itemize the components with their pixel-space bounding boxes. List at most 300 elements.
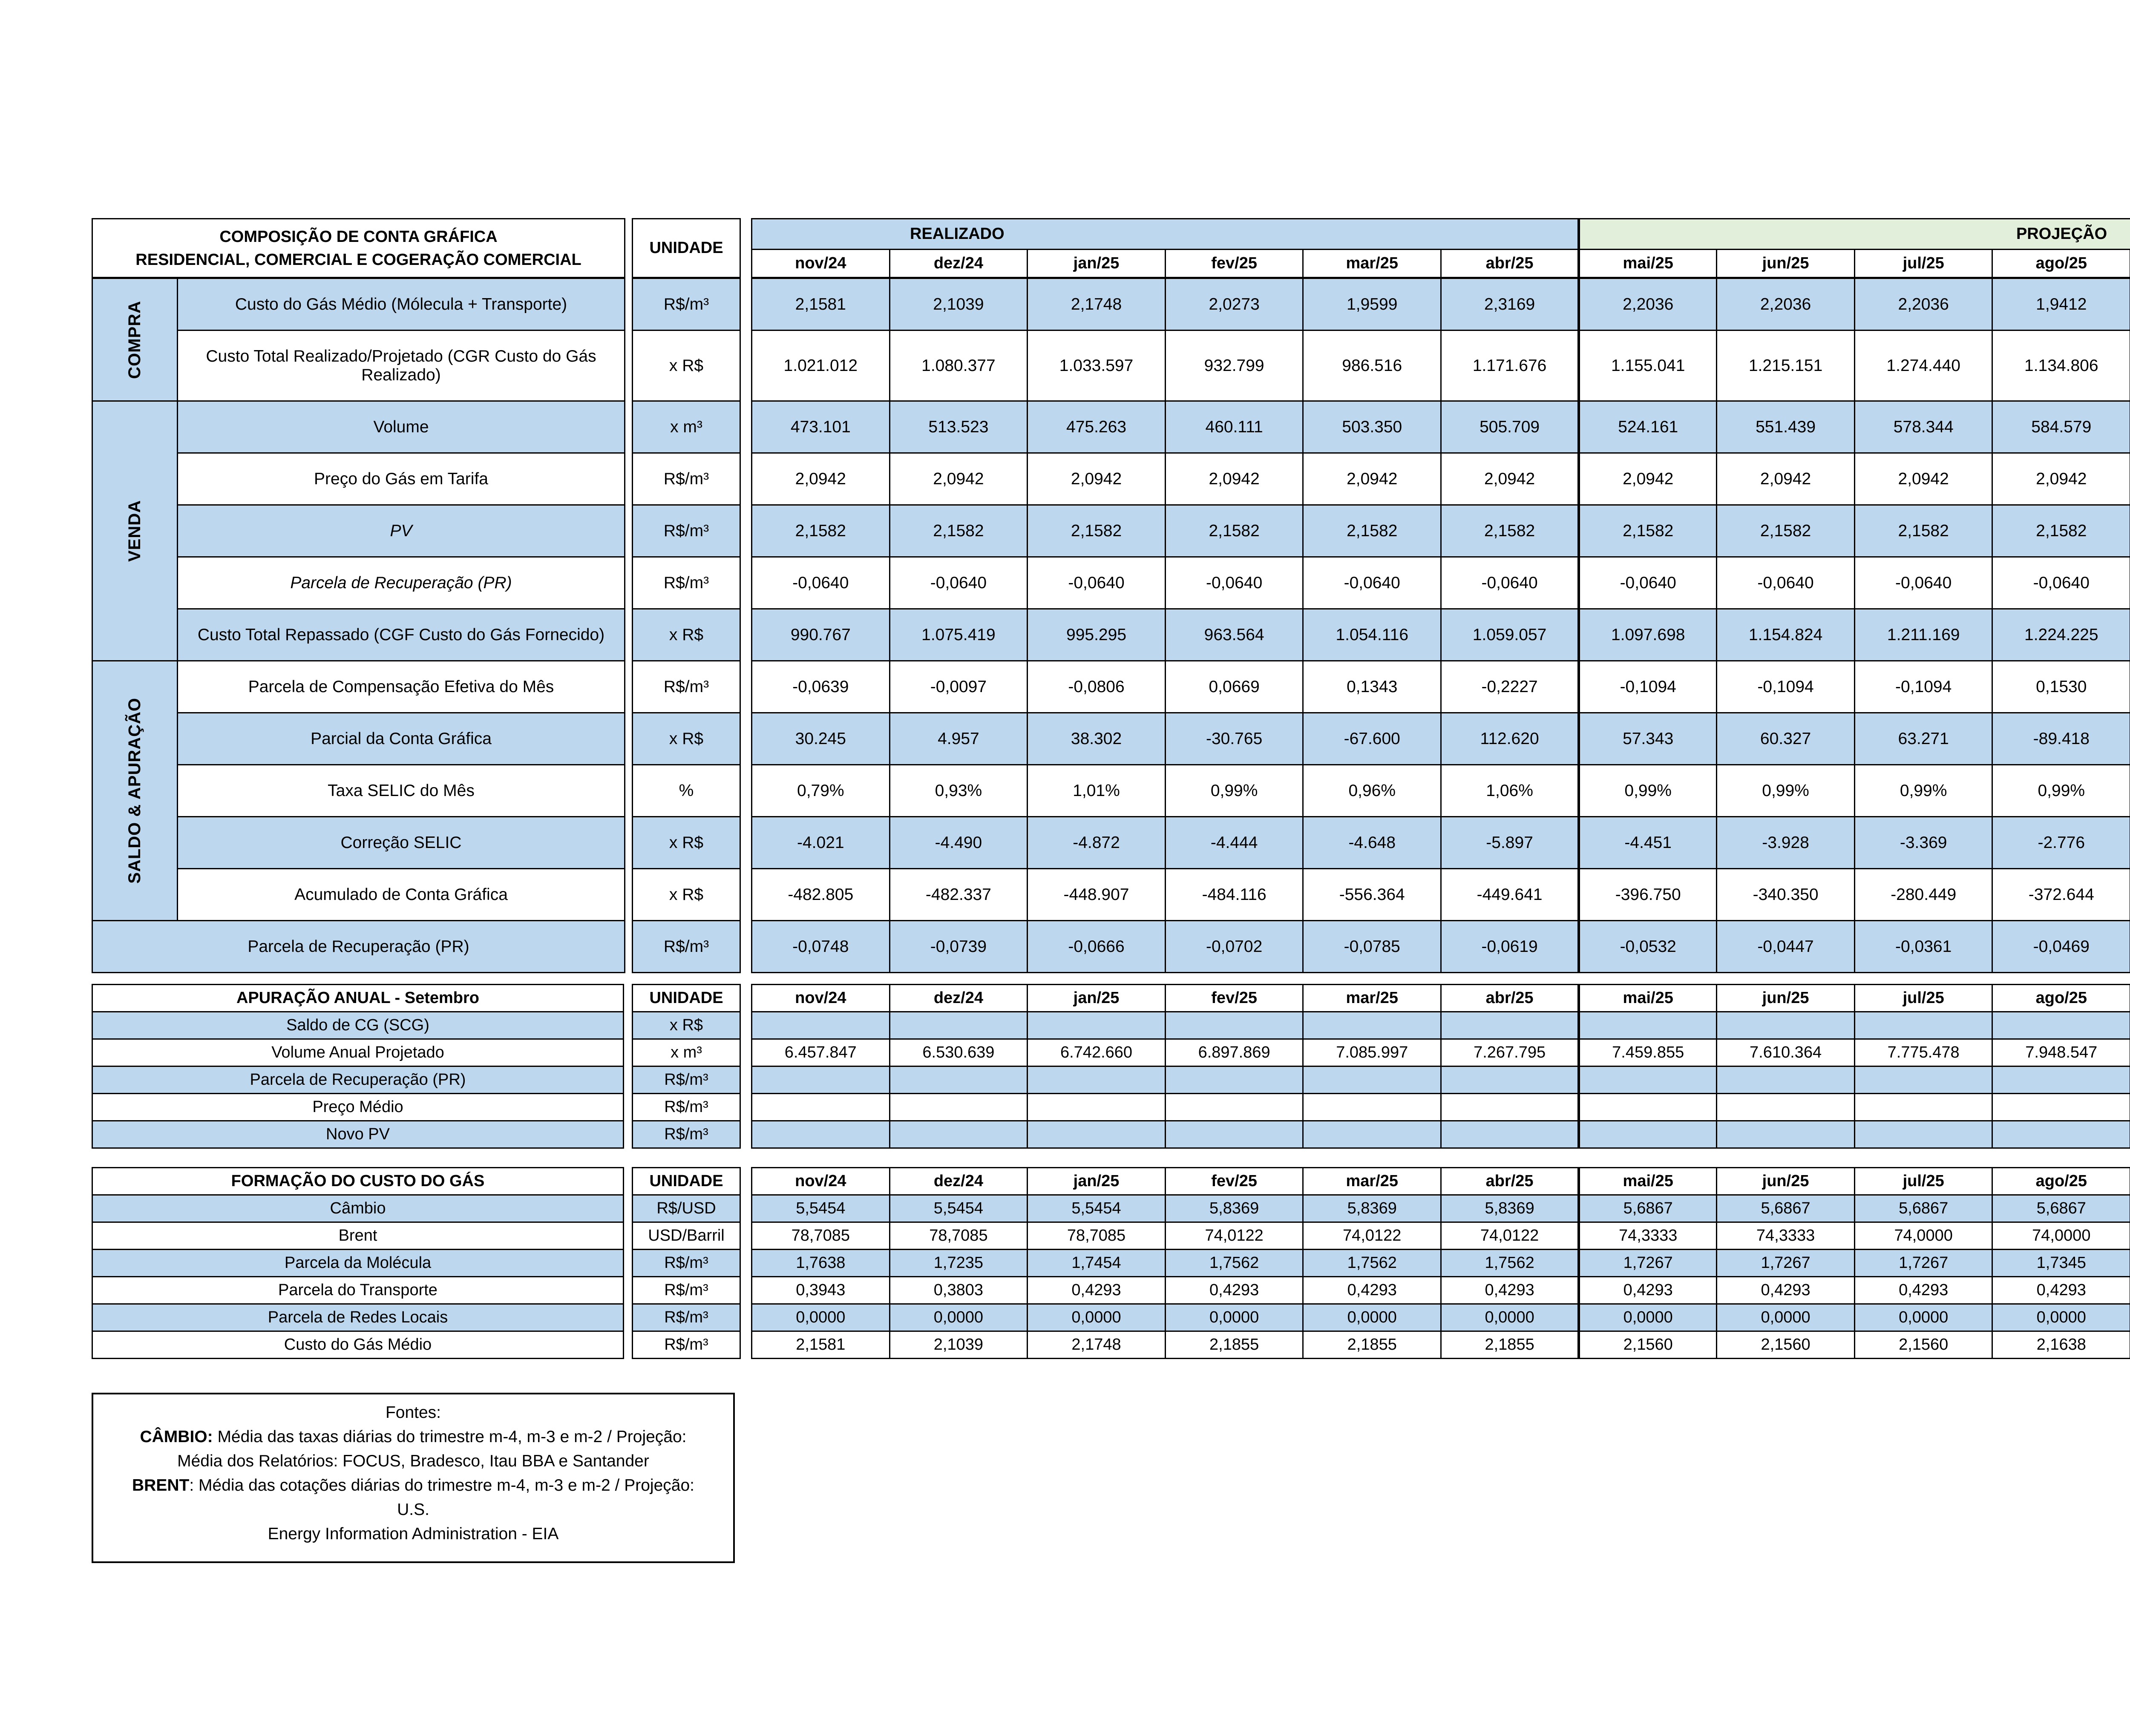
value-cell: 1,7562: [1441, 1250, 1579, 1277]
notes-brent-line: BRENT: Média das cotações diárias do trimestre m-4, m-3 e m-2 / Projeção:: [132, 1476, 694, 1495]
value-cell: -0,0748: [752, 921, 890, 973]
table-row: [752, 453, 2130, 505]
month-header: jun/25: [1717, 1168, 1855, 1195]
month-header: jul/25: [1854, 1168, 1992, 1195]
value-cell: 2,1560: [1717, 1331, 1855, 1359]
table-row: [752, 1066, 2130, 1094]
value-cell: 74,3333: [1717, 1222, 1855, 1250]
value-cell: 2,0942: [1028, 453, 1166, 505]
group-label-cell: [92, 401, 178, 661]
table-row: [752, 1277, 2130, 1304]
value-cell: 5,5454: [1028, 1195, 1166, 1222]
value-cell: 2,1582: [1579, 505, 1717, 557]
notes-brent-line2: U.S.: [397, 1500, 429, 1519]
table-row: [752, 331, 2130, 401]
value-cell: -0,0639: [752, 661, 890, 713]
value-cell: 2,0942: [889, 453, 1028, 505]
month-header: dez/24: [889, 1168, 1028, 1195]
value-cell: 475.263: [1028, 401, 1166, 453]
value-cell: -0,0640: [1165, 557, 1303, 609]
footer-row-unit: R$/m³: [633, 921, 740, 973]
group-label-cell: [92, 661, 178, 921]
value-cell: 0,4293: [1028, 1277, 1166, 1304]
formacao-unit-block: [632, 1167, 741, 1359]
realizado-header: REALIZADO: [752, 219, 1579, 250]
value-cell: 74,0122: [1303, 1222, 1441, 1250]
month-header: nov/24: [752, 1168, 890, 1195]
value-cell: -4.490: [889, 817, 1028, 869]
group-label: SALDO & APURAÇÃO: [125, 698, 144, 884]
value-cell: 1,7267: [1854, 1250, 1992, 1277]
value-cell: 7.085.997: [1303, 1039, 1441, 1066]
table-row: [752, 401, 2130, 453]
value-cell: 5,6867: [1717, 1195, 1855, 1222]
value-cell: -4.021: [752, 817, 890, 869]
value-cell: 513.523: [889, 401, 1028, 453]
value-cell: 990.767: [752, 609, 890, 661]
unit-header: UNIDADE: [633, 219, 740, 278]
month-header: jun/25: [1717, 985, 1855, 1012]
value-cell: 57.343: [1579, 713, 1717, 765]
value-cell: 5,6867: [1579, 1195, 1717, 1222]
group-label: COMPRA: [125, 300, 144, 379]
table-row: [752, 1331, 2130, 1359]
row-unit: R$/m³: [633, 1094, 740, 1121]
notes-brent-line3: Energy Information Administration - EIA: [268, 1525, 559, 1543]
table-row: [752, 609, 2130, 661]
row-unit: R$/m³: [633, 1121, 740, 1148]
value-cell: [1441, 1121, 1579, 1148]
value-cell: 986.516: [1303, 331, 1441, 401]
value-cell: 2,1582: [1303, 505, 1441, 557]
value-cell: [1717, 1094, 1855, 1121]
value-cell: -3.369: [1854, 817, 1992, 869]
value-cell: 995.295: [1028, 609, 1166, 661]
value-cell: 473.101: [752, 401, 890, 453]
value-cell: 0,4293: [1854, 1277, 1992, 1304]
value-cell: 1,9412: [1992, 279, 2130, 331]
row-label: Saldo de CG (SCG): [92, 1012, 624, 1039]
row-label: Correção SELIC: [178, 817, 625, 869]
apuracao-values-block: [751, 984, 2130, 1149]
month-header: jan/25: [1028, 1168, 1166, 1195]
value-cell: 0,4293: [1717, 1277, 1855, 1304]
table-row: [752, 765, 2130, 817]
value-cell: [1303, 1094, 1441, 1121]
month-header: abr/25: [1441, 250, 1579, 278]
row-unit: x R$: [633, 1012, 740, 1039]
value-cell: -0,0640: [1992, 557, 2130, 609]
month-header: nov/24: [752, 985, 890, 1012]
table-row: [752, 1222, 2130, 1250]
value-cell: 38.302: [1028, 713, 1166, 765]
row-unit: R$/m³: [633, 1066, 740, 1094]
value-cell: 1.215.151: [1717, 331, 1855, 401]
value-cell: 60.327: [1717, 713, 1855, 765]
row-unit: R$/m³: [633, 505, 740, 557]
row-label: Volume Anual Projetado: [92, 1039, 624, 1066]
value-cell: -0,0702: [1165, 921, 1303, 973]
value-cell: [1303, 1121, 1441, 1148]
value-cell: [1992, 1066, 2130, 1094]
value-cell: 2,1582: [1165, 505, 1303, 557]
value-cell: 0,4293: [1303, 1277, 1441, 1304]
value-cell: [752, 1094, 890, 1121]
value-cell: 963.564: [1165, 609, 1303, 661]
value-cell: [1717, 1121, 1855, 1148]
value-cell: -0,0640: [1717, 557, 1855, 609]
value-cell: 74,0122: [1165, 1222, 1303, 1250]
value-cell: -0,0640: [1028, 557, 1166, 609]
value-cell: [1303, 1066, 1441, 1094]
value-cell: 1.211.169: [1854, 609, 1992, 661]
value-cell: 2,0942: [1717, 453, 1855, 505]
value-cell: 5,8369: [1303, 1195, 1441, 1222]
value-cell: 1,06%: [1441, 765, 1579, 817]
table-row: [752, 869, 2130, 921]
main-body-values: [751, 278, 2130, 973]
row-unit: R$/USD: [633, 1195, 740, 1222]
value-cell: 2,0942: [1579, 453, 1717, 505]
month-header: mai/25: [1579, 985, 1717, 1012]
value-cell: 0,0000: [1303, 1304, 1441, 1331]
table-row: [752, 1121, 2130, 1148]
value-cell: 1,7562: [1165, 1250, 1303, 1277]
value-cell: 2,0942: [1303, 453, 1441, 505]
value-cell: -482.805: [752, 869, 890, 921]
row-unit: R$/m³: [633, 1331, 740, 1359]
formacao-label-block: [92, 1167, 624, 1359]
value-cell: 0,0000: [1717, 1304, 1855, 1331]
value-cell: 1.021.012: [752, 331, 890, 401]
value-cell: [1441, 1012, 1579, 1039]
notes-cambio-line: CÂMBIO: Média das taxas diárias do trimestre m-4, m-3 e m-2 / Projeção:: [140, 1428, 687, 1446]
month-header: jan/25: [1028, 250, 1166, 278]
value-cell: [752, 1066, 890, 1094]
value-cell: 2,1560: [1854, 1331, 1992, 1359]
value-cell: 2,1039: [889, 1331, 1028, 1359]
month-header: jun/25: [1717, 250, 1855, 278]
value-cell: [1579, 1094, 1717, 1121]
value-cell: -0,0097: [889, 661, 1028, 713]
row-unit: R$/m³: [633, 1250, 740, 1277]
row-label: PV: [178, 505, 625, 557]
value-cell: 0,79%: [752, 765, 890, 817]
value-cell: [1165, 1012, 1303, 1039]
value-cell: 2,0942: [1992, 453, 2130, 505]
value-cell: [1992, 1121, 2130, 1148]
value-cell: -0,2227: [1441, 661, 1579, 713]
table-row: [752, 661, 2130, 713]
value-cell: 0,3943: [752, 1277, 890, 1304]
value-cell: [889, 1121, 1028, 1148]
value-cell: 0,0000: [752, 1304, 890, 1331]
value-cell: 0,99%: [1579, 765, 1717, 817]
value-cell: -4.872: [1028, 817, 1166, 869]
table-row: [752, 1012, 2130, 1039]
value-cell: 0,0000: [1579, 1304, 1717, 1331]
value-cell: 0,4293: [1992, 1277, 2130, 1304]
value-cell: 2,3169: [1441, 279, 1579, 331]
value-cell: 5,5454: [889, 1195, 1028, 1222]
value-cell: -482.337: [889, 869, 1028, 921]
value-cell: [752, 1121, 890, 1148]
value-cell: 78,7085: [752, 1222, 890, 1250]
value-cell: -372.644: [1992, 869, 2130, 921]
value-cell: 2,2036: [1717, 279, 1855, 331]
value-cell: 5,8369: [1165, 1195, 1303, 1222]
row-unit: R$/m³: [633, 661, 740, 713]
row-label: Taxa SELIC do Mês: [178, 765, 625, 817]
value-cell: -0,1094: [1854, 661, 1992, 713]
row-unit: R$/m³: [633, 1277, 740, 1304]
value-cell: [1441, 1094, 1579, 1121]
row-unit: %: [633, 765, 740, 817]
value-cell: [1165, 1094, 1303, 1121]
value-cell: 1,7454: [1028, 1250, 1166, 1277]
value-cell: 584.579: [1992, 401, 2130, 453]
value-cell: 6.530.639: [889, 1039, 1028, 1066]
value-cell: 1.075.419: [889, 609, 1028, 661]
value-cell: 1,7267: [1579, 1250, 1717, 1277]
value-cell: [1854, 1012, 1992, 1039]
value-cell: [1303, 1012, 1441, 1039]
month-header: ago/25: [1992, 1168, 2130, 1195]
value-cell: 0,0000: [1854, 1304, 1992, 1331]
value-cell: -449.641: [1441, 869, 1579, 921]
month-header: mai/25: [1579, 1168, 1717, 1195]
value-cell: [1028, 1121, 1166, 1148]
value-cell: 1.134.806: [1992, 331, 2130, 401]
value-cell: -2.776: [1992, 817, 2130, 869]
value-cell: -4.444: [1165, 817, 1303, 869]
value-cell: 2,1748: [1028, 1331, 1166, 1359]
row-label: Custo do Gás Médio (Mólecula + Transporte): [178, 279, 625, 331]
value-cell: -0,0640: [752, 557, 890, 609]
value-cell: 2,0942: [1165, 453, 1303, 505]
table-row: [752, 1304, 2130, 1331]
group-label: VENDA: [125, 500, 144, 562]
value-cell: 2,1855: [1441, 1331, 1579, 1359]
value-cell: -280.449: [1854, 869, 1992, 921]
value-cell: 0,0000: [1441, 1304, 1579, 1331]
value-cell: 0,4293: [1579, 1277, 1717, 1304]
value-cell: 1.171.676: [1441, 331, 1579, 401]
table-row: [752, 1094, 2130, 1121]
month-header: dez/24: [889, 250, 1028, 278]
value-cell: [1992, 1094, 2130, 1121]
value-cell: 0,1530: [1992, 661, 2130, 713]
value-cell: 1.274.440: [1854, 331, 1992, 401]
value-cell: -0,0640: [889, 557, 1028, 609]
value-cell: 0,99%: [1717, 765, 1855, 817]
value-cell: 932.799: [1165, 331, 1303, 401]
value-cell: 0,99%: [1165, 765, 1303, 817]
value-cell: 2,1638: [1992, 1331, 2130, 1359]
month-header: ago/25: [1992, 985, 2130, 1012]
value-cell: [1165, 1121, 1303, 1148]
value-cell: 7.948.547: [1992, 1039, 2130, 1066]
value-cell: 5,6867: [1992, 1195, 2130, 1222]
value-cell: 505.709: [1441, 401, 1579, 453]
value-cell: [889, 1094, 1028, 1121]
value-cell: 4.957: [889, 713, 1028, 765]
value-cell: 30.245: [752, 713, 890, 765]
value-cell: 1.080.377: [889, 331, 1028, 401]
value-cell: -0,0640: [1441, 557, 1579, 609]
table-row: [752, 817, 2130, 869]
value-cell: 63.271: [1854, 713, 1992, 765]
value-cell: -0,0640: [1303, 557, 1441, 609]
row-unit: x m³: [633, 401, 740, 453]
value-cell: -5.897: [1441, 817, 1579, 869]
value-cell: 0,3803: [889, 1277, 1028, 1304]
month-header: fev/25: [1165, 985, 1303, 1012]
value-cell: 74,0000: [1854, 1222, 1992, 1250]
month-header: mar/25: [1303, 985, 1441, 1012]
sources-note: [92, 1393, 735, 1563]
value-cell: 2,1582: [1992, 505, 2130, 557]
value-cell: -3.928: [1717, 817, 1855, 869]
value-cell: 578.344: [1854, 401, 1992, 453]
row-label: Custo do Gás Médio: [92, 1331, 624, 1359]
table-row: [752, 1250, 2130, 1277]
row-unit: x R$: [633, 609, 740, 661]
value-cell: -0,0785: [1303, 921, 1441, 973]
value-cell: [1992, 1012, 2130, 1039]
row-unit: x R$: [633, 817, 740, 869]
value-cell: [889, 1012, 1028, 1039]
row-unit: x m³: [633, 1039, 740, 1066]
value-cell: 0,1343: [1303, 661, 1441, 713]
value-cell: 0,99%: [1992, 765, 2130, 817]
value-cell: 78,7085: [1028, 1222, 1166, 1250]
value-cell: 460.111: [1165, 401, 1303, 453]
value-cell: 2,1560: [1579, 1331, 1717, 1359]
value-cell: [1028, 1066, 1166, 1094]
unit-header: UNIDADE: [633, 1168, 740, 1195]
value-cell: -4.648: [1303, 817, 1441, 869]
value-cell: -0,0361: [1854, 921, 1992, 973]
table-row: [752, 1195, 2130, 1222]
row-unit: R$/m³: [633, 1304, 740, 1331]
month-header: dez/24: [889, 985, 1028, 1012]
value-cell: -0,1094: [1579, 661, 1717, 713]
row-label: Volume: [178, 401, 625, 453]
value-cell: 2,2036: [1854, 279, 1992, 331]
value-cell: -0,0640: [1854, 557, 1992, 609]
value-cell: 0,99%: [1854, 765, 1992, 817]
table-row: [752, 557, 2130, 609]
value-cell: 78,7085: [889, 1222, 1028, 1250]
row-label: Custo Total Realizado/Projetado (CGR Custo do Gás Realizado): [178, 331, 625, 401]
value-cell: -89.418: [1992, 713, 2130, 765]
main-title: COMPOSIÇÃO DE CONTA GRÁFICA RESIDENCIAL, COMERCIAL E COGERAÇÃO COMERCIAL: [92, 219, 625, 278]
row-label: Parcela de Compensação Efetiva do Mês: [178, 661, 625, 713]
value-cell: [1579, 1121, 1717, 1148]
row-label: Parcial da Conta Gráfica: [178, 713, 625, 765]
value-cell: 7.267.795: [1441, 1039, 1579, 1066]
value-cell: 0,93%: [889, 765, 1028, 817]
value-cell: 5,6867: [1854, 1195, 1992, 1222]
value-cell: 2,1582: [1441, 505, 1579, 557]
value-cell: 2,2036: [1579, 279, 1717, 331]
value-cell: 2,1855: [1303, 1331, 1441, 1359]
value-cell: 0,0000: [1165, 1304, 1303, 1331]
month-header: jul/25: [1854, 985, 1992, 1012]
value-cell: 0,0000: [1992, 1304, 2130, 1331]
value-cell: 7.775.478: [1854, 1039, 1992, 1066]
value-cell: -340.350: [1717, 869, 1855, 921]
row-unit: USD/Barril: [633, 1222, 740, 1250]
main-label-block: [92, 218, 625, 278]
value-cell: [752, 1012, 890, 1039]
main-body-units: [632, 278, 741, 973]
main-unit-header-block: [632, 218, 741, 278]
row-label: Parcela de Redes Locais: [92, 1304, 624, 1331]
value-cell: 1,7562: [1303, 1250, 1441, 1277]
value-cell: 1,01%: [1028, 765, 1166, 817]
row-label: Preço do Gás em Tarifa: [178, 453, 625, 505]
value-cell: [1854, 1094, 1992, 1121]
value-cell: -0,0640: [1579, 557, 1717, 609]
row-unit: R$/m³: [633, 557, 740, 609]
value-cell: 6.897.869: [1165, 1039, 1303, 1066]
row-label: Custo Total Repassado (CGF Custo do Gás Fornecido): [178, 609, 625, 661]
value-cell: 7.459.855: [1579, 1039, 1717, 1066]
month-header: nov/24: [752, 250, 890, 278]
month-header: abr/25: [1441, 985, 1579, 1012]
value-cell: 1.033.597: [1028, 331, 1166, 401]
main-body-labels: [92, 278, 625, 973]
value-cell: 7.610.364: [1717, 1039, 1855, 1066]
month-header: fev/25: [1165, 1168, 1303, 1195]
unit-header: UNIDADE: [633, 985, 740, 1012]
value-cell: 2,1582: [1717, 505, 1855, 557]
month-header: mar/25: [1303, 250, 1441, 278]
value-cell: 1.154.824: [1717, 609, 1855, 661]
value-cell: 0,4293: [1165, 1277, 1303, 1304]
value-cell: 6.457.847: [752, 1039, 890, 1066]
row-label: Parcela de Recuperação (PR): [178, 557, 625, 609]
value-cell: -30.765: [1165, 713, 1303, 765]
row-unit: R$/m³: [633, 453, 740, 505]
value-cell: 74,0000: [1992, 1222, 2130, 1250]
month-header: abr/25: [1441, 1168, 1579, 1195]
row-label: Parcela do Transporte: [92, 1277, 624, 1304]
month-header: mar/25: [1303, 1168, 1441, 1195]
value-cell: -484.116: [1165, 869, 1303, 921]
row-label: Parcela da Molécula: [92, 1250, 624, 1277]
value-cell: [1579, 1066, 1717, 1094]
value-cell: [1579, 1012, 1717, 1039]
value-cell: 0,0000: [889, 1304, 1028, 1331]
value-cell: -67.600: [1303, 713, 1441, 765]
value-cell: 551.439: [1717, 401, 1855, 453]
month-header: jan/25: [1028, 985, 1166, 1012]
projecao-header: PROJEÇÃO: [1579, 219, 2130, 250]
group-label-cell: [92, 279, 178, 401]
row-unit: x R$: [633, 331, 740, 401]
value-cell: 2,1581: [752, 279, 890, 331]
value-cell: -4.451: [1579, 817, 1717, 869]
value-cell: 2,1582: [752, 505, 890, 557]
row-label: Preço Médio: [92, 1094, 624, 1121]
row-label: Novo PV: [92, 1121, 624, 1148]
value-cell: 6.742.660: [1028, 1039, 1166, 1066]
value-cell: -0,0447: [1717, 921, 1855, 973]
month-header-row: [752, 250, 2130, 278]
